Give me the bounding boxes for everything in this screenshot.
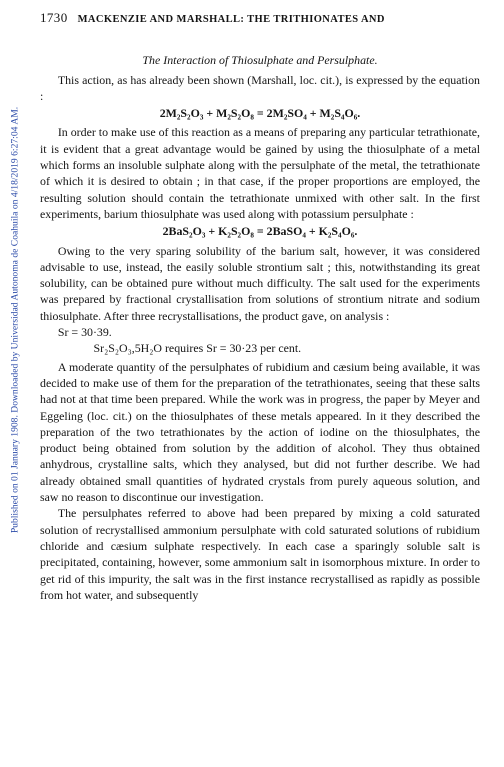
paragraph-2: In order to make use of this reaction as a means of preparing any particular tetrathionate, it is evident that a great advantage would be gained by using the thiosulphate of a metal which forms an insoluble sulphate along with the persulphate of the metal, the tetrathionate of which it is desired to obtain ; in that case, if the proper proportions are employed, the resulting solution should contain the tetrathionate unmixed with other salt. In the first experiments, barium thiosulphate was used along with potassium persulphate : bbox=[40, 125, 480, 221]
analysis-result: Sr = 30·39. bbox=[57, 325, 112, 340]
equation-1: 2M₂S₂O₃ + M₂S₂O₈ = 2M₂SO₄ + M₂S₄O₆. bbox=[159, 106, 361, 121]
running-header bbox=[40, 10, 480, 28]
paragraph-4: A moderate quantity of the persulphates of rubidium and cæsium being available, it was decided to make use of them for the preparation of the tetrathionates, seeing that these salts had not at that time been prepared. While the work was in progress, the paper by Meyer and Eggeling (loc. cit.) on the thiosulphates of these metals appeared. In it they described the preparation of the two tetrathionates by the action of iodine on the thiosulphates, the product being obtained from solution by the addition of alcohol. They thus obtained anhydrous, crystalline salts, which they analysed, but did not further describe. We had already obtained small quantities of hydrated crystals from purely aqueous solution, and saw no reason to discontinue our investigation. bbox=[40, 359, 480, 505]
paragraph-1: This action, as has already been shown (Marshall, loc. cit.), is expressed by the equation : bbox=[40, 72, 480, 103]
analysis-requirement: Sr₂S₂O₃,5H₂O requires Sr = 30·23 per cent. bbox=[93, 341, 302, 356]
download-watermark-text: Published on 01 January 1908. Downloaded by Universidad Autonoma de Coahuila on 4/18/2019 6:27:04 AM. bbox=[9, 106, 21, 534]
running-title: MACKENZIE AND MARSHALL: THE TRITHIONATES AND bbox=[77, 14, 385, 25]
download-watermark bbox=[4, 20, 26, 620]
paragraph-5: The persulphates referred to above had been prepared by mixing a cold saturated solution of recrystallised ammonium persulphate with cold saturated solutions of rubidium chloride and cæsium sulphate respectively. In each case a sparingly soluble salt is precipitated, containing, however, some ammonium salt in isomorphous mixture. In order to get rid of this impurity, the salt was in the first instance recrystallised as rapidly as possible from hot water, and subsequently bbox=[40, 506, 480, 602]
section-title: The Interaction of Thiosulphate and Persulphate. bbox=[142, 53, 378, 68]
page-body bbox=[40, 10, 480, 603]
page-number: 1730 bbox=[40, 10, 68, 25]
paragraph-3: Owing to the very sparing solubility of the barium salt, however, it was considered advisable to use, instead, the easily soluble strontium salt ; this, notwithstanding its great solubility, can be obtained pure without much difficulty. The salt used for the experiments was prepared by fractional crystallisation from solutions of strontium nitrate and sodium thiosulphate. After three recrystallisations, the product gave, on analysis : bbox=[40, 243, 480, 323]
equation-2: 2BaS₂O₃ + K₂S₂O₈ = 2BaSO₄ + K₂S₄O₆. bbox=[162, 224, 358, 239]
